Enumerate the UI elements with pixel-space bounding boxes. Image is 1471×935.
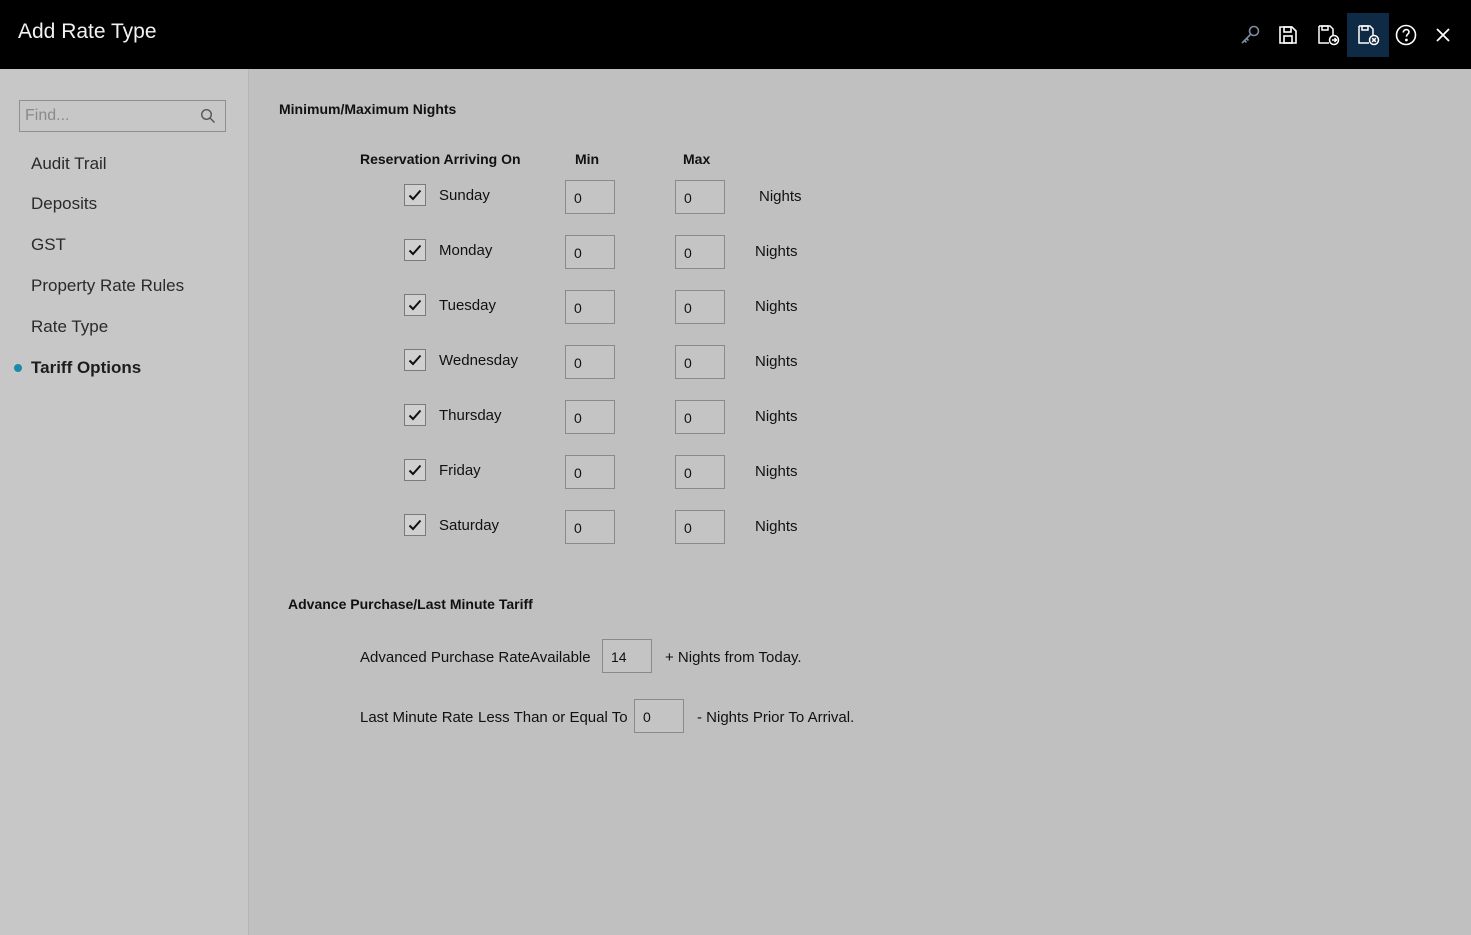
wednesday-checkbox[interactable] <box>404 349 426 371</box>
advanced-purchase-label: Advanced Purchase Rate <box>360 649 531 666</box>
wednesday-max-input[interactable]: 0 <box>675 345 725 379</box>
sidebar-item-tariff-options[interactable]: Tariff Options <box>31 358 142 377</box>
active-indicator-dot <box>14 364 22 372</box>
search-input[interactable] <box>20 101 195 131</box>
day-label: Friday <box>439 462 481 479</box>
monday-checkbox[interactable] <box>404 239 426 261</box>
nights-label: Nights <box>755 463 798 480</box>
search-icon[interactable] <box>200 108 216 124</box>
nights-label: Nights <box>755 408 798 425</box>
sunday-min-input[interactable]: 0 <box>565 180 615 214</box>
day-row-saturday <box>249 510 849 544</box>
day-row-tuesday <box>249 290 849 324</box>
day-label: Thursday <box>439 407 502 424</box>
friday-checkbox[interactable] <box>404 459 426 481</box>
last-minute-condition: Less Than or Equal To <box>478 709 628 726</box>
save-icon <box>1276 23 1300 47</box>
nights-label: Nights <box>755 518 798 535</box>
thursday-checkbox[interactable] <box>404 404 426 426</box>
title-bar <box>0 0 1471 69</box>
sidebar-item-rate-type[interactable]: Rate Type <box>31 317 109 336</box>
save-and-new-icon <box>1316 23 1340 47</box>
sunday-max-input[interactable]: 0 <box>675 180 725 214</box>
checkmark-icon <box>407 462 423 478</box>
last-minute-suffix: - Nights Prior To Arrival. <box>697 709 855 726</box>
day-label: Monday <box>439 242 493 259</box>
friday-min-input[interactable]: 0 <box>565 455 615 489</box>
wednesday-min-input[interactable]: 0 <box>565 345 615 379</box>
sidebar-item-deposits[interactable]: Deposits <box>31 194 98 213</box>
key-icon <box>1238 23 1262 47</box>
tuesday-max-input[interactable]: 0 <box>675 290 725 324</box>
col-header-arriving: Reservation Arriving On <box>360 151 521 167</box>
save-button[interactable] <box>1267 13 1309 57</box>
checkmark-icon <box>407 407 423 423</box>
day-label: Sunday <box>439 187 490 204</box>
friday-max-input[interactable]: 0 <box>675 455 725 489</box>
saturday-max-input[interactable]: 0 <box>675 510 725 544</box>
search-box[interactable] <box>19 100 226 132</box>
col-header-min: Min <box>575 151 600 167</box>
min-max-section-title: Minimum/Maximum Nights <box>279 101 457 117</box>
checkmark-icon <box>407 242 423 258</box>
checkmark-icon <box>407 352 423 368</box>
advanced-purchase-nights-input[interactable]: 14 <box>602 639 652 673</box>
sidebar-item-audit-trail[interactable]: Audit Trail <box>31 154 107 173</box>
monday-min-input[interactable]: 0 <box>565 235 615 269</box>
day-row-friday <box>249 455 849 489</box>
help-icon <box>1394 23 1418 47</box>
save-and-close-button[interactable] <box>1347 13 1389 57</box>
checkmark-icon <box>407 297 423 313</box>
day-row-monday <box>249 235 849 269</box>
day-label: Saturday <box>439 517 500 534</box>
help-button[interactable] <box>1385 13 1427 57</box>
nights-label: Nights <box>755 298 798 315</box>
checkmark-icon <box>407 517 423 533</box>
sunday-checkbox[interactable] <box>404 184 426 206</box>
save-and-new-button[interactable] <box>1307 13 1349 57</box>
close-button[interactable] <box>1422 13 1464 57</box>
main-content <box>249 69 1471 935</box>
save-and-close-icon <box>1356 23 1380 47</box>
day-row-wednesday <box>249 345 849 379</box>
nights-label: Nights <box>755 243 798 260</box>
monday-max-input[interactable]: 0 <box>675 235 725 269</box>
sidebar-item-property-rate-rules[interactable]: Property Rate Rules <box>31 276 185 295</box>
key-button[interactable] <box>1229 13 1271 57</box>
sidebar <box>0 69 249 935</box>
advanced-purchase-condition: Available <box>530 649 591 666</box>
tuesday-min-input[interactable]: 0 <box>565 290 615 324</box>
last-minute-nights-input[interactable]: 0 <box>634 699 684 733</box>
col-header-max: Max <box>683 151 711 167</box>
sidebar-item-gst[interactable]: GST <box>31 235 66 254</box>
window-title: Add Rate Type <box>18 20 157 43</box>
saturday-checkbox[interactable] <box>404 514 426 536</box>
advanced-purchase-suffix: + Nights from Today. <box>665 649 802 666</box>
advance-section-title: Advance Purchase/Last Minute Tariff <box>288 596 533 612</box>
thursday-max-input[interactable]: 0 <box>675 400 725 434</box>
thursday-min-input[interactable]: 0 <box>565 400 615 434</box>
day-row-sunday <box>249 180 849 214</box>
day-row-thursday <box>249 400 849 434</box>
last-minute-label: Last Minute Rate <box>360 709 474 726</box>
checkmark-icon <box>407 187 423 203</box>
close-icon <box>1431 23 1455 47</box>
nights-label: Nights <box>759 188 802 205</box>
day-label: Tuesday <box>439 297 496 314</box>
tuesday-checkbox[interactable] <box>404 294 426 316</box>
nights-label: Nights <box>755 353 798 370</box>
day-label: Wednesday <box>439 352 518 369</box>
saturday-min-input[interactable]: 0 <box>565 510 615 544</box>
